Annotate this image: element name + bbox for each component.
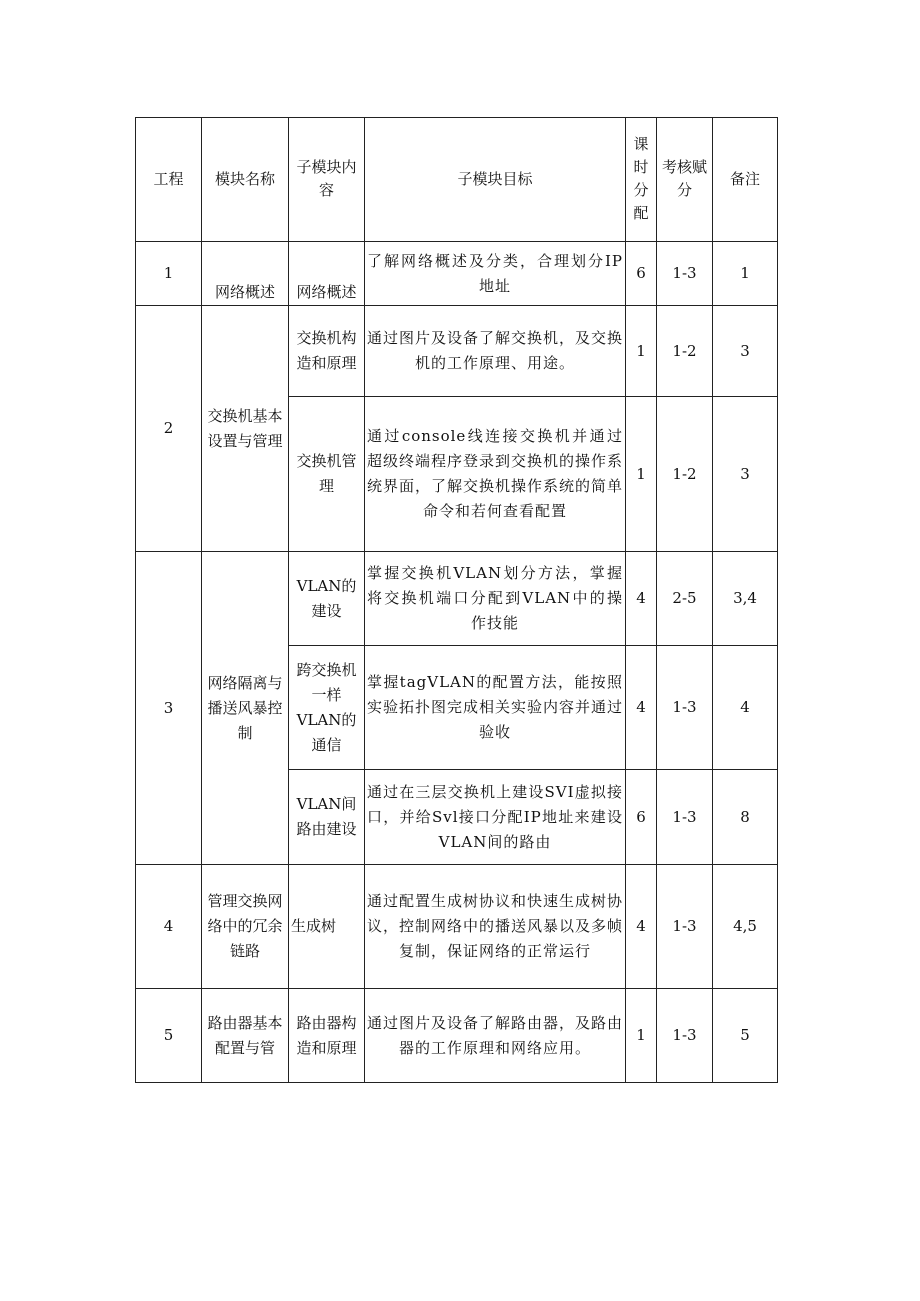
project-number: 2 (136, 306, 202, 552)
score-value: 1-2 (657, 306, 713, 397)
sub-module-content: VLAN间路由建设 (289, 770, 365, 865)
score-value: 2-5 (657, 552, 713, 646)
project-number: 5 (136, 989, 202, 1083)
header-remarks: 备注 (713, 118, 778, 242)
table-row (136, 306, 778, 397)
course-module-table (135, 117, 778, 1083)
sub-module-content: 生成树 (289, 865, 365, 989)
hours-value: 4 (626, 552, 657, 646)
sub-module-goal: 了解网络概述及分类，合理划分IP地址 (365, 242, 626, 306)
remark-value: 3 (713, 306, 778, 397)
remark-value: 5 (713, 989, 778, 1083)
hours-value: 1 (626, 306, 657, 397)
sub-module-goal: 通过配置生成树协议和快速生成树协议，控制网络中的播送风暴以及多帧复制，保证网络的正常运行 (365, 865, 626, 989)
sub-module-goal: 掌握tagVLAN的配置方法，能按照实验拓扑图完成相关实验内容并通过验收 (365, 646, 626, 770)
hours-value: 1 (626, 397, 657, 552)
sub-module-goal: 通过图片及设备了解路由器，及路由器的工作原理和网络应用。 (365, 989, 626, 1083)
sub-module-content: 交换机构造和原理 (289, 306, 365, 397)
header-project: 工程 (136, 118, 202, 242)
score-value: 1-3 (657, 989, 713, 1083)
sub-module-content: 路由器构造和原理 (289, 989, 365, 1083)
sub-module-content: 跨交换机一样VLAN的通信 (289, 646, 365, 770)
sub-module-content: VLAN的建设 (289, 552, 365, 646)
hours-value: 6 (626, 770, 657, 865)
project-number: 4 (136, 865, 202, 989)
score-value: 1-3 (657, 646, 713, 770)
header-sub-content: 子模块内容 (289, 118, 365, 242)
hours-value: 4 (626, 646, 657, 770)
header-assessment: 考核赋分 (657, 118, 713, 242)
module-name: 网络概述 (202, 242, 289, 306)
sub-module-goal: 通过console线连接交换机并通过超级终端程序登录到交换机的操作系统界面，了解交换机操作系统的简单命令和若何查看配置 (365, 397, 626, 552)
header-row (136, 118, 778, 242)
project-number: 3 (136, 552, 202, 865)
header-module-name: 模块名称 (202, 118, 289, 242)
module-name: 管理交换网络中的冗余链路 (202, 865, 289, 989)
remark-value: 1 (713, 242, 778, 306)
hours-value: 1 (626, 989, 657, 1083)
table-row (136, 989, 778, 1083)
project-number: 1 (136, 242, 202, 306)
table-row (136, 242, 778, 306)
score-value: 1-2 (657, 397, 713, 552)
module-name: 网络隔离与播送风暴控制 (202, 552, 289, 865)
remark-value: 4,5 (713, 865, 778, 989)
remark-value: 8 (713, 770, 778, 865)
score-value: 1-3 (657, 865, 713, 989)
sub-module-goal: 通过图片及设备了解交换机，及交换机的工作原理、用途。 (365, 306, 626, 397)
table-row (136, 552, 778, 646)
hours-value: 4 (626, 865, 657, 989)
module-name: 路由器基本配置与管 (202, 989, 289, 1083)
module-name: 交换机基本设置与管理 (202, 306, 289, 552)
score-value: 1-3 (657, 242, 713, 306)
hours-value: 6 (626, 242, 657, 306)
remark-value: 3 (713, 397, 778, 552)
sub-module-content: 交换机管理 (289, 397, 365, 552)
remark-value: 3,4 (713, 552, 778, 646)
header-hours: 课时分配 (626, 118, 657, 242)
sub-module-goal: 通过在三层交换机上建设SVI虚拟接口，并给Svl接口分配IP地址来建设VLAN间的路由 (365, 770, 626, 865)
remark-value: 4 (713, 646, 778, 770)
sub-module-content: 网络概述 (289, 242, 365, 306)
table-row (136, 865, 778, 989)
sub-module-goal: 掌握交换机VLAN划分方法，掌握将交换机端口分配到VLAN中的操作技能 (365, 552, 626, 646)
score-value: 1-3 (657, 770, 713, 865)
header-sub-goal: 子模块目标 (365, 118, 626, 242)
